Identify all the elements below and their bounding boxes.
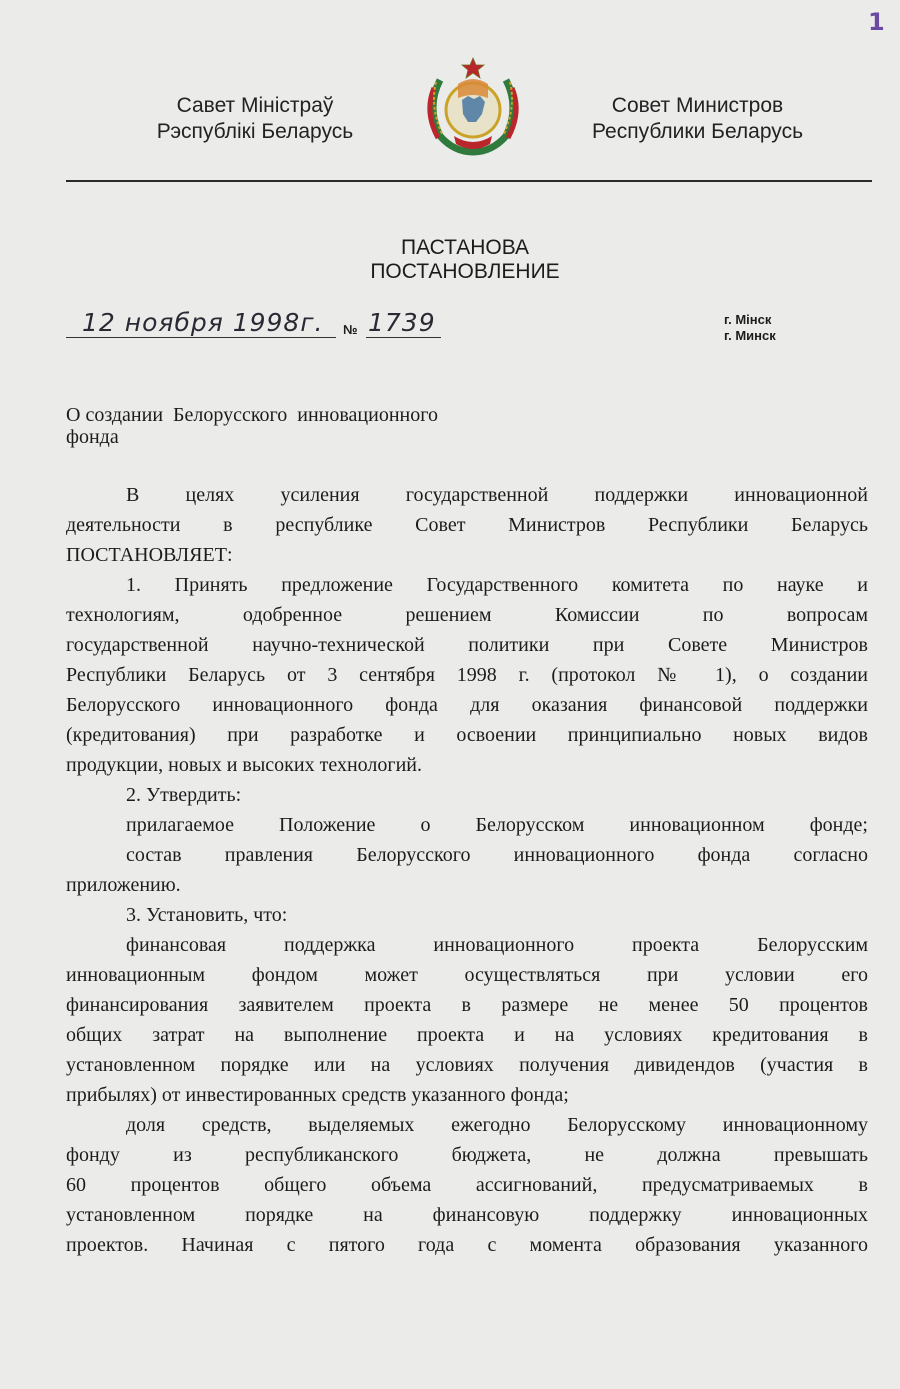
page-number: 1: [868, 8, 885, 36]
number-underline: [366, 337, 441, 338]
body-line: ПОСТАНОВЛЯЕТ:: [66, 544, 233, 566]
header-left-line2: Рэспублікі Беларусь: [156, 120, 354, 143]
body-line: продукции, новых и высоких технологий.: [66, 754, 422, 776]
document-subject: [66, 404, 546, 448]
header-left-line1: Савет Міністраў: [176, 94, 334, 117]
body-line: фонду из республиканского бюджета, не должна превышать: [66, 1144, 868, 1166]
header-right-line1: Совет Министров: [611, 94, 784, 117]
header-right-line2: Республики Беларусь: [591, 120, 804, 143]
body-line: финансовая поддержка инновационного проекта Белорусским: [126, 934, 868, 956]
header-russian: [555, 93, 840, 145]
state-emblem-icon: [418, 52, 528, 160]
body-line: технологиям, одобренное решением Комиссии по вопросам: [66, 604, 868, 626]
body-line: состав правления Белорусского инновационного фонда согласно: [126, 844, 868, 866]
body-line: приложению.: [66, 874, 181, 896]
body-line: 3. Установить, что:: [126, 904, 288, 926]
number-sign: №: [343, 322, 358, 337]
doctype-russian: ПОСТАНОВЛЕНИЕ: [370, 260, 560, 283]
body-line: прибылях) от инвестированных средств указанного фонда;: [66, 1084, 569, 1106]
body-line: В целях усиления государственной поддержки инновационной: [126, 484, 868, 506]
body-line: 60 процентов общего объема ассигнований, предусматриваемых в: [66, 1174, 868, 1196]
body-line: 1. Принять предложение Государственного комитета по науке и: [126, 574, 868, 596]
city-belarusian: г. Мінск: [724, 312, 772, 327]
body-line: Белорусского инновационного фонда для оказания финансовой поддержки: [66, 694, 868, 716]
body-line: общих затрат на выполнение проекта и на условиях кредитования в: [66, 1024, 868, 1046]
body-line: 2. Утвердить:: [126, 784, 242, 806]
date-underline: [66, 337, 336, 338]
body-line: Республики Беларусь от 3 сентября 1998 г. (протокол № 1), о создании: [66, 664, 868, 686]
header-divider: [66, 180, 872, 182]
header-belarusian: [110, 93, 400, 145]
subject-line2: фонда: [66, 426, 119, 448]
doctype-belarusian: ПАСТАНОВА: [400, 236, 530, 259]
body-line: инновационным фондом может осуществляться при условии его: [66, 964, 868, 986]
subject-line1: О создании Белорусского инновационного: [66, 404, 438, 426]
document-number: 1739: [368, 308, 436, 337]
body-line: проектов. Начиная с пятого года с момента образования указанного: [66, 1234, 868, 1256]
document-type: [300, 236, 630, 284]
body-line: установленном порядке или на условиях получения дивидендов (участия в: [66, 1054, 868, 1076]
body-line: деятельности в республике Совет Министров Республики Беларусь: [66, 514, 868, 536]
body-line: государственной научно-технической политики при Совете Министров: [66, 634, 868, 656]
city: [724, 312, 776, 344]
body-line: (кредитования) при разработке и освоении принципиально новых видов: [66, 724, 868, 746]
document-date: 12 ноября 1998г.: [82, 308, 324, 337]
city-russian: г. Минск: [724, 328, 776, 343]
document-body: [66, 480, 868, 1260]
body-line: прилагаемое Положение о Белорусском инновационном фонде;: [126, 814, 868, 836]
body-line: доля средств, выделяемых ежегодно Белорусскому инновационному: [126, 1114, 868, 1136]
body-line: финансирования заявителем проекта в размере не менее 50 процентов: [66, 994, 868, 1016]
body-line: установленном порядке на финансовую поддержку инновационных: [66, 1204, 868, 1226]
